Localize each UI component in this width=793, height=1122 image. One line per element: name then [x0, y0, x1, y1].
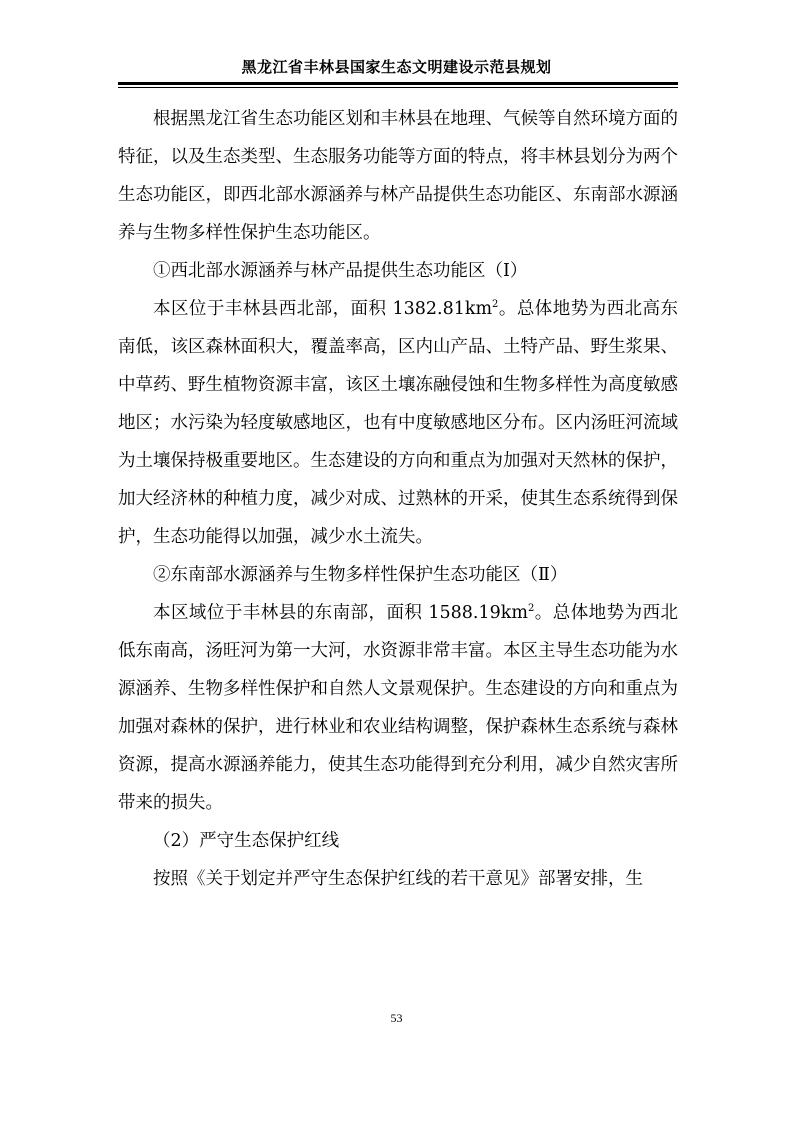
southeast-zone-text-start: 本区域位于丰林县的东南部，面积 1588.19km: [153, 603, 528, 623]
northwest-zone-text-start: 本区位于丰林县西北部，面积 1382.81km: [153, 299, 493, 319]
document-header-title: 黑龙江省丰林县国家生态文明建设示范县规划: [241, 58, 552, 76]
northwest-zone-text-rest: 。总体地势为西北高东南低，该区森林面积大，覆盖率高，区内山产品、土特产品、野生浆果、中草药、野生植物资源丰富，该区土壤冻融侵蚀和生物多样性为高度敏感地区；水污染为轻度敏感地区，也有中度敏感地区分布。区内汤旺河流域为土壤保持极重要地区。生态建设的方向和重点为加强对天然林的保护，加大经济林的种植力度，减少对成、过熟林的开采，使其生态系统得到保护，生态功能得以加强，减少水土流失。: [118, 299, 678, 547]
paragraph-southeast-zone: [118, 594, 678, 822]
document-body: [118, 100, 678, 898]
header-rule-thin: [118, 87, 678, 88]
paragraph-intro: 根据黑龙江省生态功能区划和丰林县在地理、气候等自然环境方面的特征，以及生态类型、生态服务功能等方面的特点，将丰林县划分为两个生态功能区，即西北部水源涵养与林产品提供生态功能区、东南部水源涵养与生物多样性保护生态功能区。: [118, 109, 678, 243]
page-number: 53: [390, 1011, 403, 1025]
header-rule-thick: [118, 82, 678, 85]
section-heading-redline: （2）严守生态保护红线: [153, 831, 340, 851]
superscript-squared: 2: [527, 603, 535, 615]
paragraph-redline: 按照《关于划定并严守生态保护红线的若干意见》部署安排，生: [153, 869, 643, 889]
southeast-zone-text-rest: 。总体地势为西北低东南高，汤旺河为第一大河，水资源非常丰富。本区主导生态功能为水源涵养、生物多样性保护和自然人文景观保护。生态建设的方向和重点为加强对森林的保护，进行林业和农业结构调整，保护森林生态系统与森林资源，提高水源涵养能力，使其生态功能得到充分利用，减少自然灾害所带来的损失。: [118, 603, 678, 813]
paragraph-northwest-zone: [118, 290, 678, 556]
zone-heading-northwest: ①西北部水源涵养与林产品提供生态功能区（Ⅰ）: [153, 261, 528, 281]
zone-heading-southeast: ②东南部水源涵养与生物多样性保护生态功能区（Ⅱ）: [153, 565, 568, 585]
superscript-squared: 2: [492, 299, 499, 311]
